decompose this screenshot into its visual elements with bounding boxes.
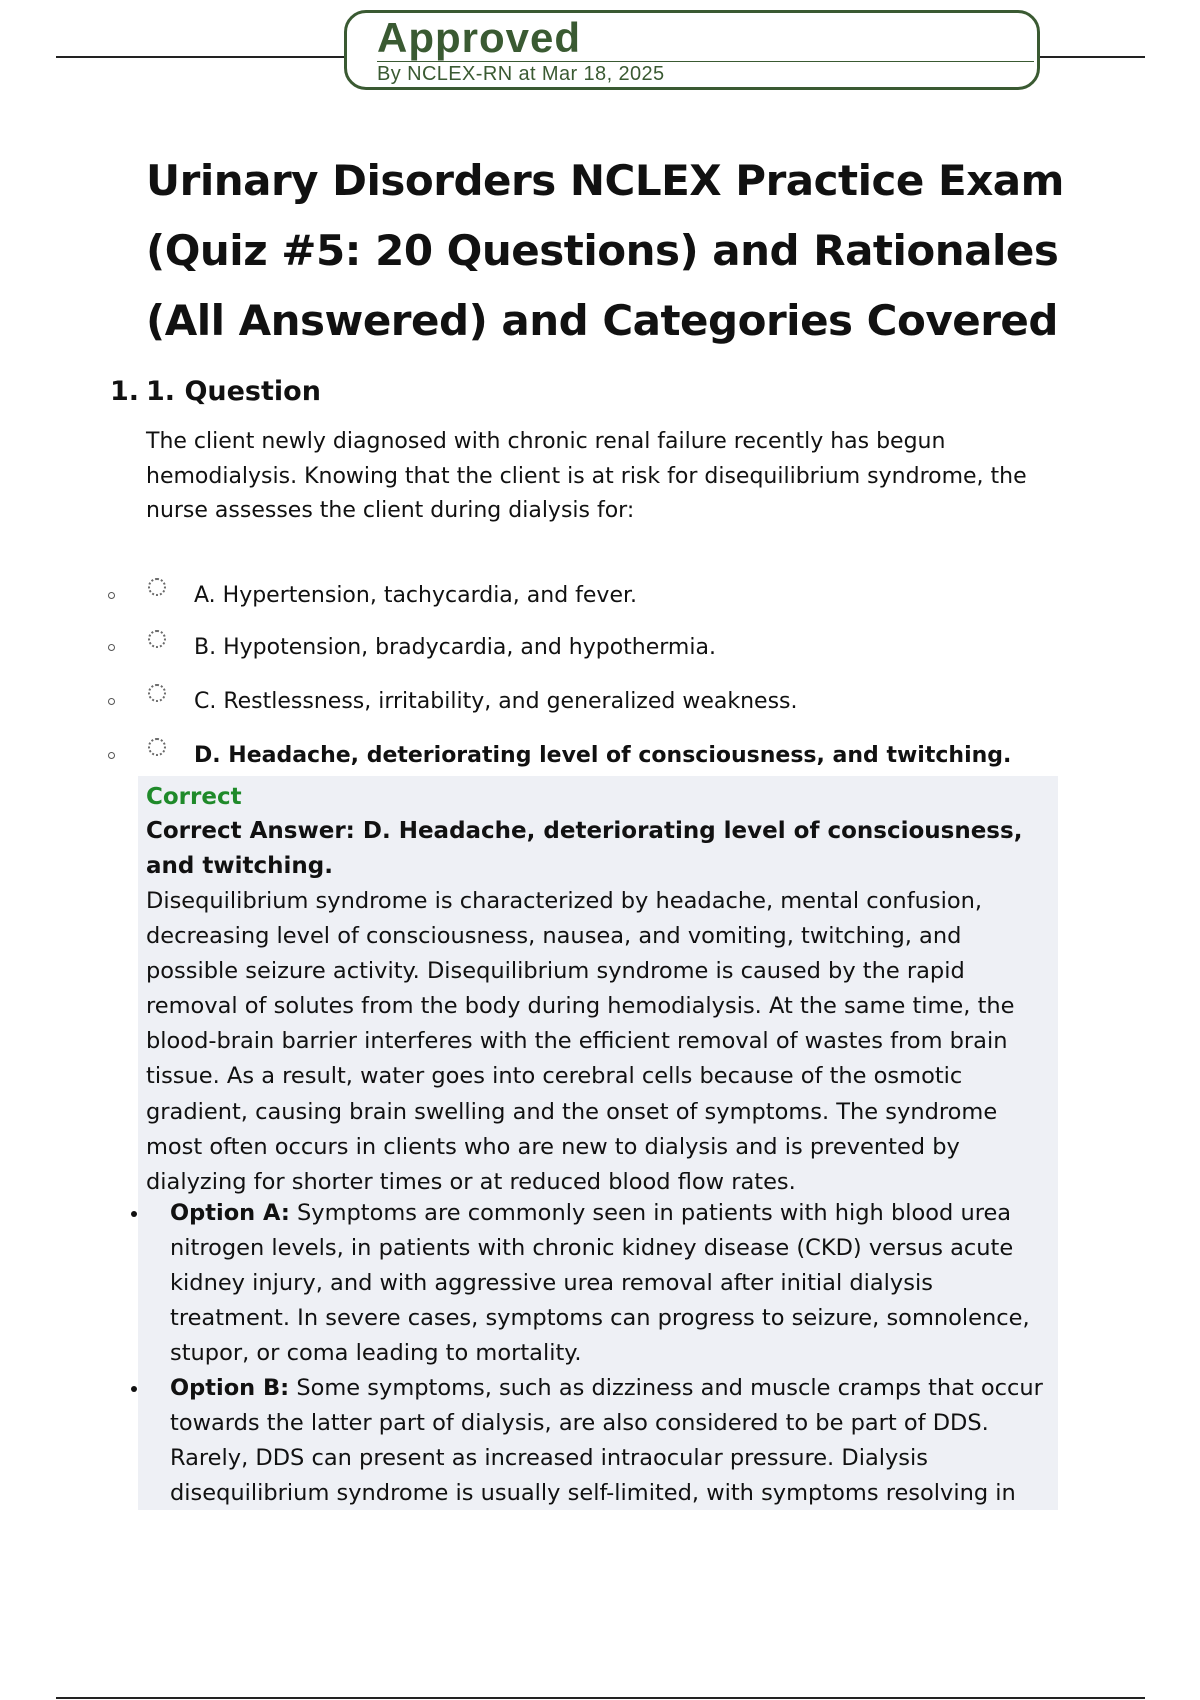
answer-option-a[interactable]	[100, 578, 1100, 614]
footer-rule	[56, 1697, 1145, 1699]
feedback-status: Correct	[146, 784, 242, 810]
question-heading: 1. Question	[146, 376, 321, 407]
correct-answer: Correct Answer: D. Headache, deteriorating level of consciousness, and twitching.	[146, 818, 1023, 879]
question-list-number: 1.	[110, 376, 140, 407]
rationale-item-text: Some symptoms, such as dizziness and muscle cramps that occur towards the latter part of dialysis, are also considered to be part of DDS. Rarely, DDS can present as increased intraocular pressure. Dialysis disequilibrium syndrome is usually self-limited, with symptoms resolving in	[170, 1375, 1043, 1506]
stamp-title: Approved	[377, 14, 582, 61]
bullet-icon	[131, 1211, 137, 1217]
rationale-item-head: Option A:	[170, 1200, 290, 1226]
radio-button[interactable]	[148, 684, 166, 702]
list-bullet-icon	[108, 592, 115, 599]
approved-stamp	[344, 10, 1040, 90]
list-bullet-icon	[108, 752, 115, 759]
option-label[interactable]: B. Hypotension, bradycardia, and hypothermia.	[194, 635, 716, 660]
rationale-item-body	[170, 1371, 1050, 1511]
option-label[interactable]: A. Hypertension, tachycardia, and fever.	[194, 583, 638, 608]
radio-button[interactable]	[148, 578, 166, 596]
option-label[interactable]: C. Restlessness, irritability, and generalized weakness.	[194, 689, 798, 714]
rationale-item-text: Symptoms are commonly seen in patients with high blood urea nitrogen levels, in patients with chronic kidney disease (CKD) versus acute kidney injury, and with aggressive urea removal after initial dialysis treatment. In severe cases, symptoms can progress to seizure, somnolence, stupor, or coma leading to mortality.	[170, 1200, 1030, 1366]
radio-button[interactable]	[148, 738, 166, 756]
page-title: Urinary Disorders NCLEX Practice Exam (Quiz #5: 20 Questions) and Rationales (All Answered) and Categories Covered	[146, 156, 1064, 345]
list-bullet-icon	[108, 644, 115, 651]
rationale-item-head: Option B:	[170, 1375, 290, 1401]
option-label[interactable]: D. Headache, deteriorating level of consciousness, and twitching.	[194, 743, 1012, 768]
answer-option-c[interactable]	[100, 684, 1100, 720]
rationale-text: Disequilibrium syndrome is characterized by headache, mental confusion, decreasing level of consciousness, nausea, and vomiting, twitching, and possible seizure activity. Disequilibrium syndrome is caused by the rapid removal of solutes from the body during hemodialysis. At the same time, the blood-brain barrier interferes with the efficient removal of wastes from brain tissue. As a result, water goes into cerebral cells because of the osmotic gradient, causing brain swelling and the onset of symptoms. The syndrome most often occurs in clients who are new to dialysis and is prevented by dialyzing for shorter times or at reduced blood flow rates.	[146, 888, 1015, 1195]
answer-option-b[interactable]	[100, 630, 1100, 666]
answer-feedback-panel	[138, 776, 1058, 1510]
list-bullet-icon	[108, 698, 115, 705]
stamp-divider	[377, 61, 1034, 62]
radio-button[interactable]	[148, 630, 166, 648]
bullet-icon	[131, 1386, 137, 1392]
stamp-subtitle: By NCLEX-RN at Mar 18, 2025	[377, 63, 665, 85]
answer-option-d[interactable]	[100, 738, 1100, 774]
question-text: The client newly diagnosed with chronic renal failure recently has begun hemodialysis. Knowing that the client is at risk for disequilibrium syndrome, the nurse assesses the client during dialysis for:	[146, 429, 1027, 523]
rationale-item-body	[170, 1196, 1050, 1371]
